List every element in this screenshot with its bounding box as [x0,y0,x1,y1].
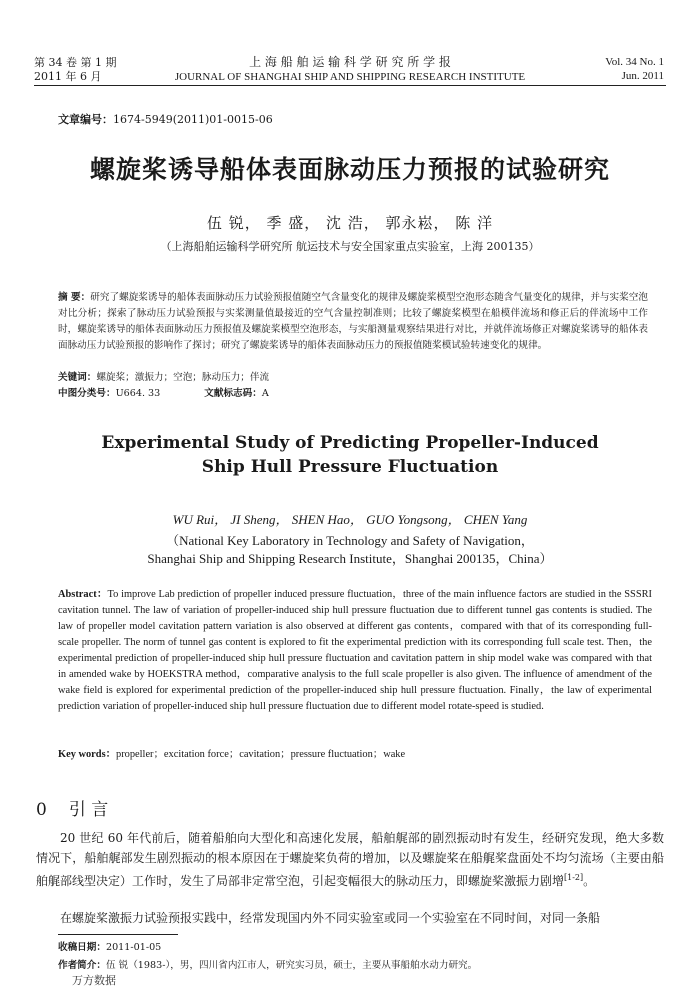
title-en-line-1: Experimental Study of Predicting Propeller-Induced [101,433,599,453]
footnote-rule [58,934,178,935]
journal-name-cn: 上 海 船 舶 运 输 科 学 研 究 所 学 报 [249,55,451,69]
abstract-cn-text: 研究了螺旋桨诱导的船体表面脉动压力试验预报值随空气含量变化的规律及螺旋桨模型空泡形态随含气量变化的规律，并与实桨空泡对比分析；探索了脉动压力试验预报与实桨测量值最接近的空气含量控制准则；比较了螺旋桨模型在船模伴流场和修正后的伴流场中工作时，螺旋桨诱导的船体表面脉动压力预报值及螺旋桨模型空泡形态，与实船测量观察结果进行对比，并就伴流场修正对螺旋桨诱导的船体表面脉动压力试验预报的影响作了探讨；研究了螺旋桨诱导的船体表面脉动压力的预报值随桨模试验转速变化的规律。 [58,292,648,351]
abstract-en-text: To improve Lab prediction of propeller induced pressure fluctuation，three of the main influence factors are studied in the SSSRI cavitation tunnel. The law of variation of propeller-induced ship hull pressure fluctuation due to different tunnel gas contents is studied. The law of propeller model cavitation pattern variation is also observed at different gas contents，compared with that of its corresponding full-scale propeller. The norm of tunnel gas content is explored to fit the experimental prediction with its corresponding full scale test. Then，the experimental prediction of propeller-induced ship hull pressure fluctuation and cavitation pattern in ship model wake was compared with that in amended wake by HOEKSTRA method，comparative analysis to the full scale propeller is also given. The influence of amendment of the wake field is explored for experimental prediction of the propeller-induced ship hull pressure fluctuation. Finally，the law of experimental prediction variation of propeller-induced ship hull pressure fluctuation due to different model rotate-speed is studied. [58,589,652,712]
keywords-en [58,747,652,763]
affiliation-en-line-1: （National Key Laboratory in Technology and Safety of Navigation， [166,533,534,548]
author-bio-value: 伍 锐（1983-），男，四川省内江市人，研究实习员，硕士，主要从事船舶水动力研究。 [105,960,478,971]
authors-en: WU Rui， JI Sheng， SHEN Hao， GUO Yongsong， CHEN Yang [172,512,528,527]
received-date [58,941,161,955]
abstract-cn-label: 摘 要： [58,292,91,303]
title-en-line-2: Ship Hull Pressure Fluctuation [201,457,499,477]
keywords-en-label: Key words： [58,749,117,760]
body-paragraph-2: 在螺旋桨激振力试验预报实践中，经常发现国内外不同实验室或同一个实验室在不同时间，对同一条船 [60,911,601,925]
header-rule [34,85,666,86]
article-number [58,111,273,127]
document-code-value: A [261,388,269,399]
keywords-cn-label: 关键词： [58,372,97,383]
keywords-en-text: propeller；excitation force；cavitation；pressure fluctuation；wake [116,749,406,760]
classification-cn [58,386,648,402]
title-cn: 螺旋桨诱导船体表面脉动压力预报的试验研究 [89,155,610,184]
section-number: 0 [36,800,47,820]
abstract-en-label: Abstract： [58,589,108,600]
abstract-cn [58,290,648,354]
authors-cn: 伍 锐， 季 盛， 沈 浩， 郭永崧， 陈 洋 [206,214,494,232]
volume-issue-cn: 第 34 卷 第 1 期 [34,56,117,69]
watermark: 万方数据 [72,974,116,987]
body-paragraph-1-end: 。 [583,874,596,888]
section-heading [36,795,108,820]
classification-label: 中图分类号： [58,388,116,399]
author-bio [58,959,477,973]
author-bio-label: 作者简介： [58,960,106,971]
affiliation-cn: （上海船舶运输科学研究所 航运技术与安全国家重点实验室，上海 200135） [160,240,540,253]
document-code-label: 文献标志码： [204,388,262,399]
body-paragraph-1 [36,828,664,891]
received-date-value: 2011-01-05 [105,942,162,953]
article-number-label: 文章编号： [58,113,113,126]
citation-ref[interactable]: [1-2] [564,873,584,882]
affiliation-en-line-2: Shanghai Ship and Shipping Research Institute，Shanghai 200135，China） [147,551,553,566]
received-date-label: 收稿日期： [58,942,106,953]
publication-date-en: Jun. 2011 [621,70,664,82]
body-paragraph-1-text: 20 世纪 60 年代前后，随着船舶向大型化和高速化发展，船舶艉部的剧烈振动时有发生，经研究发现，绝大多数情况下，船舶艉部发生剧烈振动的根本原因在于螺旋桨负荷的增加，以及螺旋桨在船艉桨盘面处不均匀流场（主要由船舶艉部线型决定）工作时，发生了局部非定常空泡，引起变幅很大的脉动压力，即螺旋桨激振力剧增 [36,831,664,888]
keywords-cn-text: 螺旋桨；激振力；空泡；脉动压力；伴流 [96,372,270,383]
publication-date-cn: 2011 年 6 月 [34,70,102,83]
keywords-cn [58,370,648,386]
article-number-value: 1674-5949(2011)01-0015-06 [113,113,273,126]
classification-value: U664. 33 [115,388,161,399]
journal-name-en: JOURNAL OF SHANGHAI SHIP AND SHIPPING RESEARCH INSTITUTE [174,71,526,83]
volume-issue-en: Vol. 34 No. 1 [605,56,664,68]
abstract-en [58,587,652,715]
section-title: 引 言 [68,800,109,820]
